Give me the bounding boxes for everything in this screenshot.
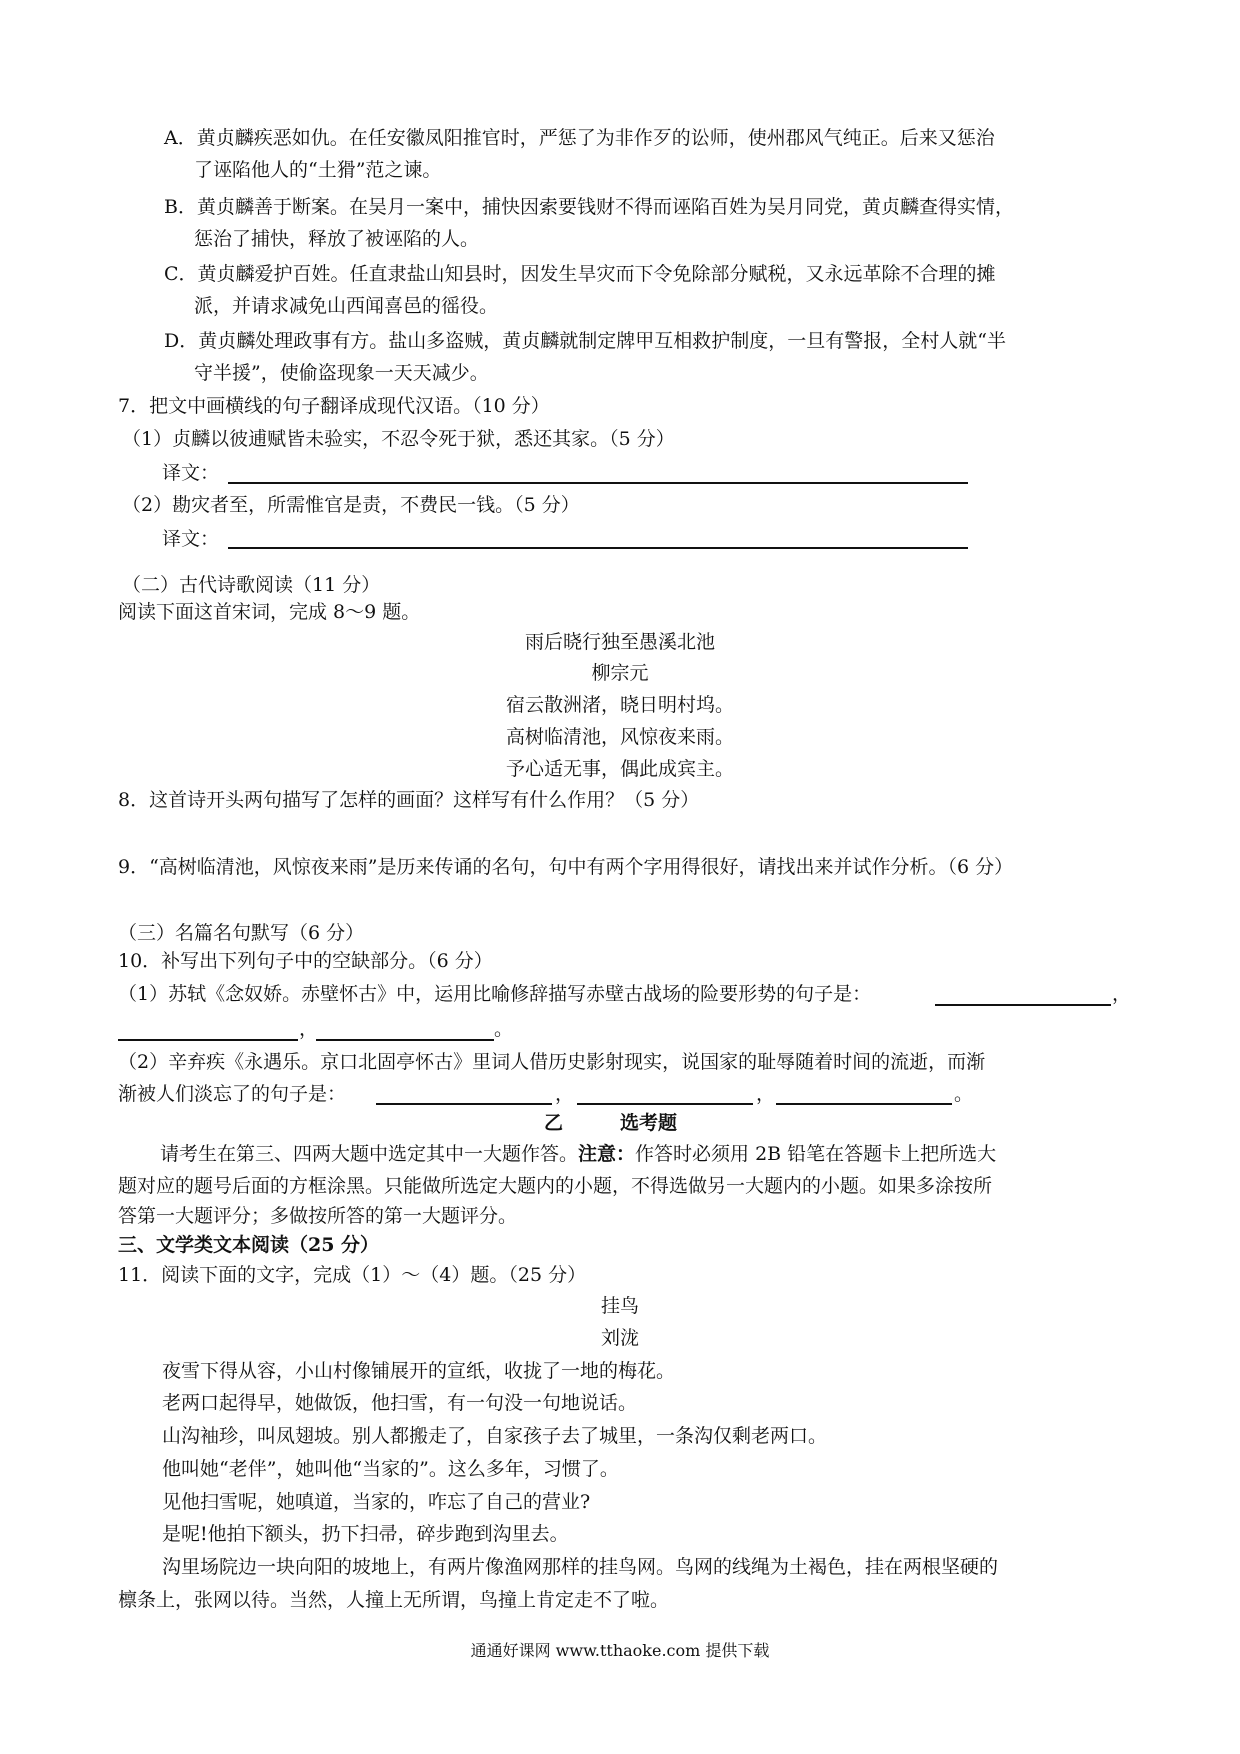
q10-sub1-comma: ， [1112, 983, 1132, 1005]
blank-5[interactable] [577, 1103, 753, 1105]
q11-title: 11．阅读下面的文字，完成（1）～（4）题。（25 分） [118, 1264, 587, 1286]
q10-sub2-sep1: ， [555, 1083, 575, 1105]
option-c-line2: 派，并请求减免山西闻喜邑的徭役。 [194, 295, 499, 317]
q7-sub1: （1）贞麟以彼逋赋皆未验实，不忍令死于狱，悉还其家。（5 分） [122, 428, 675, 450]
page-footer: 通通好课网 www.tthaoke.com 提供下载 [470, 1641, 770, 1660]
story-author: 刘泷 [600, 1327, 639, 1349]
story-paragraph-7-line2: 檩条上，张网以待。当然，人撞上无所谓，鸟撞上肯定走不了啦。 [118, 1589, 670, 1611]
q10-sub1-sep: ， [299, 1018, 319, 1040]
elective-para-line1-a: 请考生在第三、四两大题中选定其中一大题作答。 [160, 1143, 579, 1165]
story-paragraph-7-line1: 沟里场院边一块向阳的坡地上，有两片像渔网那样的挂鸟网。鸟网的线绳为土褐色，挂在两根坚硬的 [162, 1556, 999, 1578]
q7-answer-label-1: 译文： [162, 462, 220, 484]
q7-sub2: （2）勘灾者至，所需惟官是责，不费民一钱。（5 分） [122, 494, 580, 516]
blank-2[interactable] [118, 1039, 298, 1041]
story-paragraph-1: 夜雪下得从容，小山村像铺展开的宣纸，收拢了一地的梅花。 [162, 1360, 676, 1382]
blank-3[interactable] [316, 1039, 494, 1041]
answer-line-2[interactable] [228, 547, 968, 549]
poem-title: 雨后晓行独至愚溪北池 [524, 631, 715, 653]
q10-title: 10．补写出下列句子中的空缺部分。（6 分） [118, 950, 493, 972]
option-a-line1: A．黄贞麟疾恶如仇。在任安徽凤阳推官时，严惩了为非作歹的讼师，使州郡风气纯正。后来又惩治 [164, 127, 995, 149]
section2-heading: （二）古代诗歌阅读（11 分） [122, 574, 381, 596]
q10-sub2-sep2: ， [756, 1083, 776, 1105]
story-paragraph-3: 山沟袖珍，叫凤翅坡。别人都搬走了，自家孩子去了城里，一条沟仅剩老两口。 [162, 1425, 828, 1447]
poem-line-2: 高树临清池，风惊夜来雨。 [505, 726, 734, 748]
blank-4[interactable] [376, 1103, 552, 1105]
q10-sub2-line1: （2）辛弃疾《永遇乐。京口北固亭怀古》里词人借历史影射现实，说国家的耻辱随着时间的流逝，而渐 [118, 1051, 986, 1073]
elective-para-line1 [160, 1141, 996, 1167]
q8-text: 8．这首诗开头两句描写了怎样的画面？这样写有什么作用？（5 分） [118, 789, 700, 811]
elective-para-line2: 题对应的题号后面的方框涂黑。只能做所选定大题内的小题，不得选做另一大题内的小题。如果多涂按所 [118, 1175, 993, 1197]
option-c-line1: C．黄贞麟爱护百姓。任直隶盐山知县时，因发生旱灾而下令免除部分赋税，又永远革除不合理的摊 [164, 263, 996, 285]
elective-heading-left: 乙 [544, 1112, 564, 1134]
section3-heading: （三）名篇名句默写（6 分） [118, 922, 365, 944]
option-b-line1: B．黄贞麟善于断案。在吴月一案中，捕快因索要钱财不得而诬陷百姓为吴月同党，黄贞麟查得实情， [164, 196, 1014, 218]
poem-line-3: 予心适无事，偶此成宾主。 [505, 758, 734, 780]
blank-1[interactable] [935, 1004, 1111, 1006]
story-paragraph-5: 见他扫雪呢，她嗔道，当家的，咋忘了自己的营业? [162, 1491, 591, 1513]
elective-note-label: 注意： [578, 1143, 636, 1165]
answer-line-1[interactable] [228, 482, 968, 484]
elective-para-line1-b: 作答时必须用 2B 铅笔在答题卡上把所选大 [635, 1143, 997, 1165]
q7-answer-label-2: 译文： [162, 528, 220, 550]
q9-text: 9．“高树临清池，风惊夜来雨”是历来传诵的名句，句中有两个字用得很好，请找出来并试作分析。（6 分） [118, 856, 1014, 878]
option-d-line2: 守半援”，使偷盗现象一天天减少。 [194, 362, 489, 384]
story-paragraph-4: 他叫她“老伴”，她叫他“当家的”。这么多年，习惯了。 [162, 1458, 619, 1480]
q10-sub2-final: 。 [954, 1083, 974, 1105]
poem-author: 柳宗元 [591, 662, 649, 684]
q7-title: 7．把文中画横线的句子翻译成现代汉语。（10 分） [118, 395, 550, 417]
option-a-line2: 了诬陷他人的“土猾”范之谏。 [194, 159, 442, 181]
q10-sub1: （1）苏轼《念奴娇。赤壁怀古》中，运用比喻修辞描写赤壁古战场的险要形势的句子是： [118, 983, 872, 1005]
story-paragraph-6: 是呢!他拍下额头，扔下扫帚，碎步跑到沟里去。 [162, 1523, 569, 1545]
section2-intro: 阅读下面这首宋词，完成 8～9 题。 [118, 601, 421, 623]
story-title: 挂鸟 [600, 1295, 639, 1317]
option-b-line2: 惩治了捕快，释放了被诬陷的人。 [194, 228, 480, 250]
option-d-line1: D．黄贞麟处理政事有方。盐山多盗贼，黄贞麟就制定牌甲互相救护制度，一旦有警报，全村人就“半 [164, 330, 1006, 352]
q10-sub2-line2: 渐被人们淡忘了的句子是： [118, 1083, 347, 1105]
poem-line-1: 宿云散洲渚，晓日明村坞。 [505, 694, 734, 716]
story-paragraph-2: 老两口起得早，她做饭，他扫雪，有一句没一句地说话。 [162, 1392, 638, 1414]
part3-heading: 三、文学类文本阅读（25 分） [118, 1234, 380, 1256]
q10-sub1-final: 。 [494, 1018, 514, 1040]
blank-6[interactable] [776, 1103, 952, 1105]
elective-heading-right: 选考题 [620, 1112, 678, 1134]
elective-para-line3: 答第一大题评分；多做按所答的第一大题评分。 [118, 1205, 518, 1227]
